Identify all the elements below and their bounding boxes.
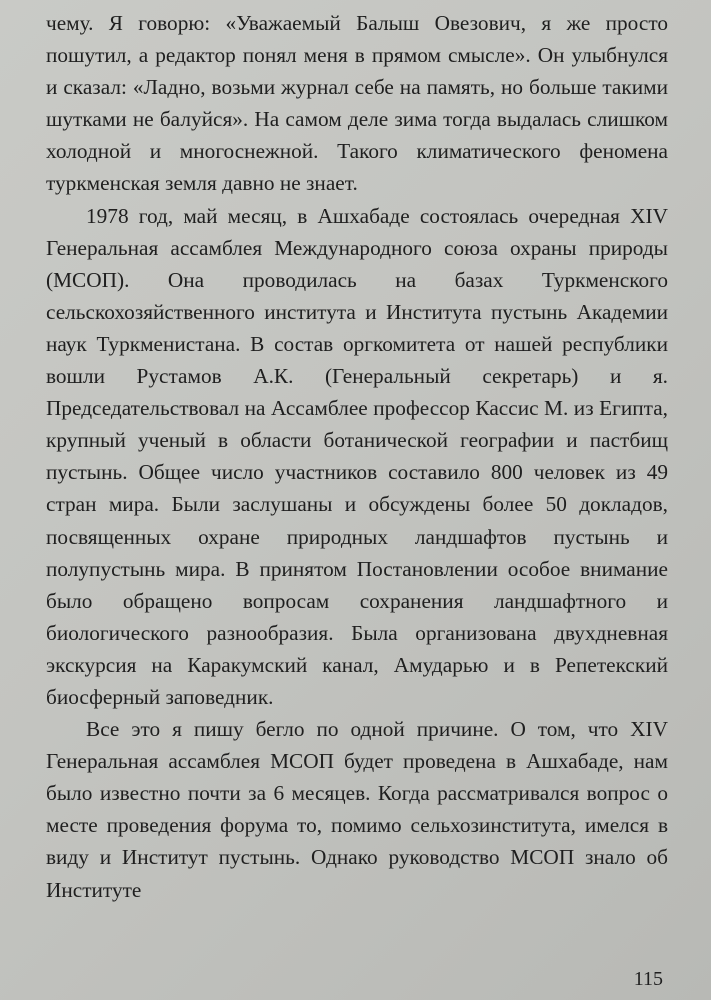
body-text — [46, 7, 668, 906]
page-number: 115 — [633, 968, 663, 990]
paragraph-assembly-1978: 1978 год, май месяц, в Ашхабаде состоялась очередная XIV Генеральная ассамблея Международного союза охраны природы (МСОП). Она проводилась на базах Туркменского сельскохозяйственного института и Института пустынь Академии наук Туркменистана. В состав оргкомитета от нашей республики вошли Рустамов А.К. (Генеральный секретарь) и я. Председательствовал на Ассамблее профессор Кассис М. из Египта, крупный ученый в области ботанической географии и пастбищ пустынь. Общее число участников составило 800 человек из 49 стран мира. Были заслушаны и обсуждены более 50 докладов, посвященных охране природных ландшафтов пустынь и полупустынь мира. В принятом Постановлении особое внимание было обращено вопросам сохранения ландшафтного и биологического разнообразия. Была организована двухдневная экскурсия на Каракумский канал, Амударью и в Репетекский биосферный заповедник. — [46, 203, 668, 709]
paragraph-continuation: чему. Я говорю: «Уважаемый Балыш Овезович, я же просто пошутил, а редактор понял меня в прямом смысле». Он улыбнулся и сказал: «Ладно, возьми журнал себе на память, но больше такими шутками не балуйся». На самом деле зима тогда выдалась слишком холодной и многоснежной. Такого климатического феномена туркменская земля давно не знает. — [46, 11, 668, 196]
paragraph-reason: Все это я пишу бегло по одной причине. О том, что XIV Генеральная ассамблея МСОП будет проведена в Ашхабаде, нам было известно почти за 6 месяцев. Когда рассматривался вопрос о месте проведения форума то, помимо сельхозинститута, имелся в виду и Институт пустынь. Однако руководство МСОП знало об Институте — [46, 717, 668, 902]
